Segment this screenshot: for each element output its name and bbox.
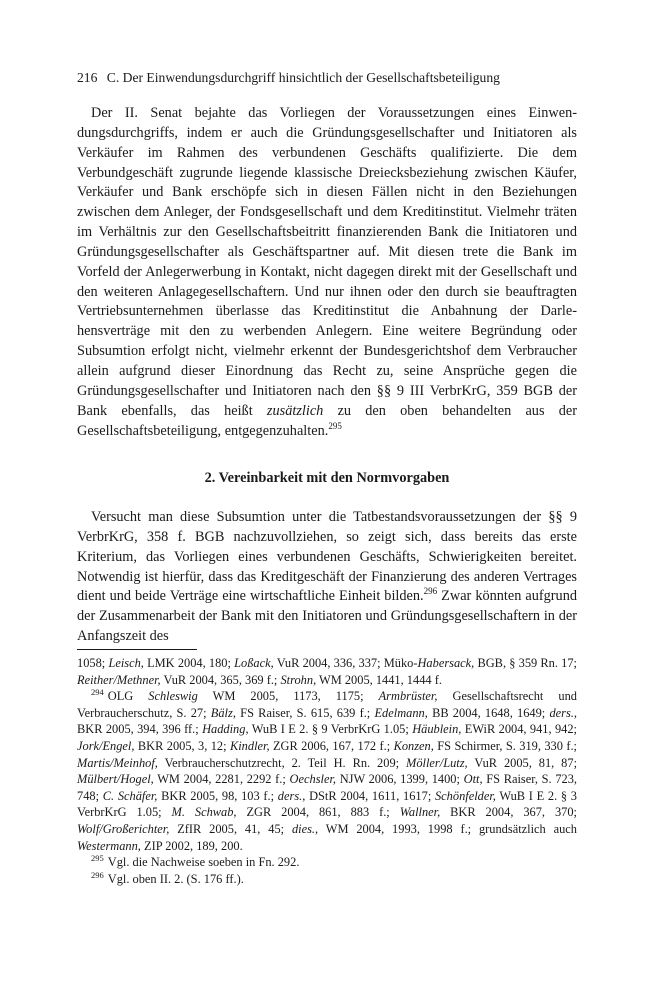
footnote-number: 296 (91, 869, 104, 880)
footnote-296 (77, 871, 577, 888)
section-heading: 2. Vereinbarkeit mit den Normvorgaben (204, 470, 450, 486)
fn-text: ZfIR 2005, 41, 45; (177, 821, 285, 836)
fn-text: FS Raiser, S. 615, 639 f.; (240, 705, 371, 720)
fn-text: Verbraucherschutzrecht, 2. Teil H. Rn. 209; (164, 755, 400, 770)
fn-author: Bälz, (210, 705, 236, 720)
fn-author: Mülbert/Hogel, (77, 772, 154, 787)
fn-author: ders., (549, 705, 578, 720)
fn-text: BKR 2005, 98, 103 f.; (161, 788, 275, 803)
fn-author: Hadding, (202, 722, 249, 737)
fn-author: Schleswig (148, 689, 198, 704)
fn-author: Wolf/Großerichter, (77, 821, 170, 836)
fn-author: dies., (291, 821, 319, 836)
fn-author: C. Schäfer, (102, 788, 158, 803)
fn-text: BKR 2005, 394, 396 ff.; (77, 722, 199, 737)
fn-author: Armbrüster, (378, 689, 438, 704)
fn-text: Vgl. oben II. 2. (S. 176 ff.). (107, 871, 244, 886)
running-title: C. Der Einwendungsdurchgriff hinsichtlich der Gesellschaftsbeteiligung (106, 70, 500, 85)
paragraph-text: Der II. Senat bejahte das Vorliegen der Voraussetzungen eines Einwendungsdurchgriffs, indem er auch die Gründungsgesellschafter und Initiatoren als Verkäufer im Rahmen des verbundenen Geschäfts qualifizierte. Die dem Verbundgeschäft zugrunde liegende klassische Dreiecksbeziehung zwischen Käufer, Verkäufer und Bank erschöpfe sich in diesen Fällen nicht in den Beziehungen zwischen dem Anleger, der Fondsgesellschaft und dem Kreditinstitut. Vielmehr träten im Verhältnis zur den Gesellschaftsbeitritt finanzierenden Bank die Initiatoren und Gründungsgesellschafter als Geschäftspartner auf. Mit diesen trete die Bank im Vorfeld der Anlegerwerbung in Kontakt, nicht dagegen direkt mit der Gesellschaft und den weiteren Anlagegesellschaftern. Und nur ihnen oder den durch sie beauftragten Vertriebsunternehmen überlasse das Kreditinstitut die Anbahnung der Darlehensverträge mit den zu werbenden Anlegern. Eine weitere Begründung oder Subsumtion erfolgt nicht, vielmehr erkennt der Bundesgerichtshof dem Verbraucher allein aufgrund dieser Einordnung das Recht zu, seine Ansprüche gegen die Gründungsgesellschafter und Initiatoren nach den §§ 9 III VerbrKrG, 359 BGB der Bank ebenfalls, das heißt (77, 105, 577, 419)
paragraph-1 (77, 104, 577, 441)
footnote-ref-296[interactable]: 296 (423, 586, 438, 597)
fn-author: Konzen, (393, 738, 434, 753)
fn-text: WM 2004, 1993, 1998 f.; grundsätzlich auch (325, 821, 577, 836)
fn-author: ders., (277, 788, 306, 803)
fn-author: Möller/Lutz, (406, 755, 468, 770)
paragraph-text: Zwar könnten aufgrund der Zusammenarbeit der Bank mit den Initiatoren und Gründungsgesellschaftern in der Anfangszeit des (77, 588, 578, 645)
footnote-number: 294 (91, 687, 104, 698)
footnotes (77, 655, 577, 887)
fn-author: Oechsler, (289, 772, 336, 787)
fn-text: OLG (107, 689, 134, 704)
fn-author: Strohn, (280, 672, 317, 687)
fn-text: ZGR 2004, 861, 883 f.; (246, 805, 390, 820)
footnote-number: 295 (91, 853, 104, 864)
fn-text: VuR 2004, 365, 369 f.; (163, 672, 278, 687)
fn-author: Habersack, (417, 656, 475, 670)
fn-author: Westermann, (77, 838, 141, 853)
body-paragraph (77, 104, 577, 441)
fn-text: VuR 2005, 81, 87; (474, 755, 578, 770)
fn-text: ZGR 2006, 167, 172 f.; (272, 738, 391, 753)
footnote-ref-295[interactable]: 295 (328, 420, 342, 431)
fn-text: FS Schirmer, S. 319, 330 f.; (437, 738, 577, 753)
body-paragraph (77, 508, 577, 647)
paragraph-2 (77, 508, 577, 647)
fn-author: Schönfelder, (434, 788, 496, 803)
fn-text: BKR 2004, 367, 370; (450, 805, 577, 820)
fn-text: DStR 2004, 1611, 1617; (309, 788, 432, 803)
fn-text: ZIP 2002, 189, 200. (144, 838, 243, 853)
footnote-294 (77, 688, 577, 854)
paragraph-text: zu den oben behandelten aus der Gesellschaftsbeteiligung, entgegenzuhalten. (77, 402, 578, 439)
fn-text: LMK 2004, 180; (147, 656, 231, 670)
fn-author: Jork/Engel, (77, 738, 135, 753)
fn-author: Häublein, (412, 722, 462, 737)
fn-text: WM 2005, 1441, 1444 f. (319, 672, 442, 687)
fn-text: VuR 2004, 336, 337; Müko- (276, 656, 418, 670)
fn-text: BGB, § 359 Rn. 17; (477, 656, 578, 670)
fn-text: EWiR 2004, 941, 942; (464, 722, 577, 737)
fn-text: Vgl. die Nachweise soeben in Fn. 292. (107, 855, 300, 870)
fn-author: Martis/Meinhof, (77, 755, 158, 770)
fn-author: Reither/Methner, (77, 672, 161, 687)
footnote-divider (77, 649, 197, 650)
page-number: 216 (77, 70, 98, 85)
fn-author: Kindler, (229, 738, 270, 753)
fn-author: Edelmann, (374, 705, 428, 720)
fn-text: WM 2004, 2281, 2292 f.; (157, 772, 286, 787)
fn-text: FS Raiser, S. 723, 748; (77, 772, 578, 803)
fn-text: WM 2005, 1173, 1175; (212, 689, 364, 704)
fn-text: Gesellschaftsrecht und Verbraucherschutz, S. 27; (77, 689, 577, 720)
running-header (77, 69, 577, 87)
fn-text: BKR 2005, 3, 12; (137, 738, 227, 753)
fn-author: Leisch, (108, 656, 144, 670)
footnote-295 (77, 854, 577, 871)
fn-text: NJW 2006, 1399, 1400; (339, 772, 460, 787)
paragraph-text: Versucht man diese Subsumtion unter die Tatbestandsvoraussetzungen der §§ 9 VerbrKrG, 358 f. BGB nachzuvollziehen, so zeigt sich, dass bereits das erste Kriterium, das Vorliegen eines verbundenen Geschäfts, Schwierigkeiten bereitet. Notwendig ist hierfür, dass das Kreditgeschäft der Finanzierung des anderen Vertrages dient und beide Verträge eine wirtschaftliche Einheit bilden. (77, 509, 577, 605)
fn-text: 1058; (77, 656, 106, 670)
fn-text: WuB I E 2. § 9 VerbrKrG 1.05; (251, 722, 409, 737)
fn-author: Wallner, (399, 805, 441, 820)
fn-text: WuB I E 2. § 3 VerbrKrG 1.05; (77, 788, 577, 820)
emphasis-text: zusätzlich (266, 402, 324, 419)
fn-author: M. Schwab, (171, 805, 237, 820)
footnote-continuation (77, 655, 577, 688)
fn-text: BB 2004, 1648, 1649; (432, 705, 546, 720)
fn-author: Loßack, (234, 656, 274, 670)
fn-author: Ott, (463, 772, 483, 787)
